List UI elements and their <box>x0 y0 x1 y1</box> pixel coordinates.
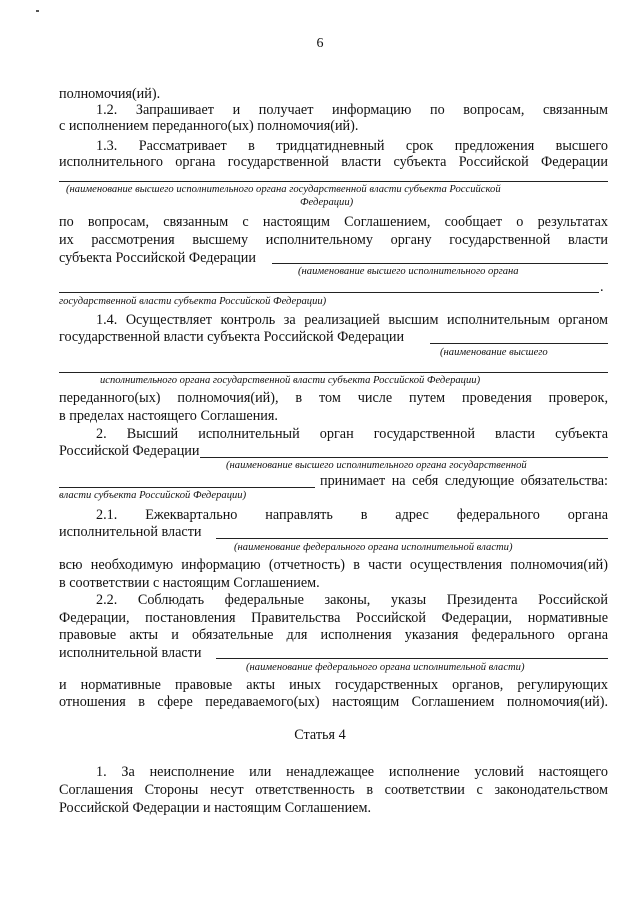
clause-2: 2. Высший исполнительный орган государственной власти субъекта <box>96 426 608 442</box>
clause-1-2: 1.2. Запрашивает и получает информацию по вопросам, связанным <box>96 102 608 118</box>
fill-in-line <box>430 343 608 344</box>
line-end-dot: . <box>600 279 604 295</box>
fill-in-line <box>216 658 608 659</box>
text-line: в пределах настоящего Соглашения. <box>59 408 278 424</box>
text-line: по вопросам, связанным с настоящим Соглашением, сообщает о результатах <box>59 214 608 230</box>
text-line: переданного(ых) полномочия(ий), в том числе путем проведения проверок, <box>59 390 608 406</box>
text-line: и нормативные правовые акты иных государственных органов, регулирующих <box>59 677 608 693</box>
fill-in-line <box>59 181 608 182</box>
text-line: полномочия(ий). <box>59 86 161 102</box>
clause-1-3: 1.3. Рассматривает в тридцатидневный срок предложения высшего <box>96 138 608 154</box>
text-line: Российской Федерации <box>59 443 200 459</box>
text-line: Федерации, постановления Правительства Российской Федерации, нормативные <box>59 610 608 626</box>
text-line: их рассмотрения высшему исполнительному органу государственной власти <box>59 232 608 248</box>
field-caption: (наименование федерального органа исполнительной власти) <box>234 542 513 553</box>
fill-in-line <box>200 457 608 458</box>
field-caption: Федерации) <box>300 197 354 208</box>
field-caption: государственной власти субъекта Российской Федерации) <box>59 296 327 307</box>
text-line: принимает на себя следующие обязательства: <box>320 473 608 489</box>
field-caption: (наименование высшего исполнительного органа государственной <box>226 460 527 471</box>
text-line: Соглашения Стороны несут ответственность в соответствии с законодательством <box>59 782 608 798</box>
text-line: правовые акты и обязательные для исполнения указания федерального органа <box>59 627 608 643</box>
clause-1-4: 1.4. Осуществляет контроль за реализацией высшим исполнительным органом <box>96 312 608 328</box>
fill-in-line <box>59 487 315 488</box>
fill-in-line <box>216 538 608 539</box>
text-line: субъекта Российской Федерации <box>59 250 256 266</box>
text-line: в соответствии с настоящим Соглашением. <box>59 575 320 591</box>
text-line: исполнительной власти <box>59 524 202 540</box>
fill-in-line <box>59 292 599 293</box>
text-line: всю необходимую информацию (отчетность) в части осуществления полномочия(ий) <box>59 557 608 573</box>
field-caption: исполнительного органа государственной власти субъекта Российской Федерации) <box>100 375 481 386</box>
scan-speck <box>36 10 39 12</box>
text-line: исполнительного органа государственной власти субъекта Российской Федерации <box>59 154 608 170</box>
field-caption: (наименование федерального органа исполнительной власти) <box>246 662 525 673</box>
text-line: отношения в сфере передаваемого(ых) настоящим Соглашением полномочия(ий). <box>59 694 608 710</box>
page-number: 6 <box>316 36 324 51</box>
fill-in-line <box>59 372 608 373</box>
clause-2-2: 2.2. Соблюдать федеральные законы, указы Президента Российской <box>96 592 608 608</box>
field-caption: (наименование высшего исполнительного органа <box>298 266 519 277</box>
clause-2-1: 2.1. Ежеквартально направлять в адрес федерального органа <box>96 507 608 523</box>
field-caption: (наименование высшего <box>440 347 548 358</box>
article-heading: Статья 4 <box>294 727 346 743</box>
text-line: с исполнением переданного(ых) полномочия(ий). <box>59 118 359 134</box>
article-4-clause-1: 1. За неисполнение или ненадлежащее исполнение условий настоящего <box>96 764 608 780</box>
field-caption: (наименование высшего исполнительного органа государственной власти субъекта Российской <box>66 184 501 195</box>
field-caption: власти субъекта Российской Федерации) <box>59 490 247 501</box>
text-line: государственной власти субъекта Российской Федерации <box>59 329 405 345</box>
fill-in-line <box>272 263 608 264</box>
text-line: Российской Федерации и настоящим Соглашением. <box>59 800 372 816</box>
text-line: исполнительной власти <box>59 645 202 661</box>
